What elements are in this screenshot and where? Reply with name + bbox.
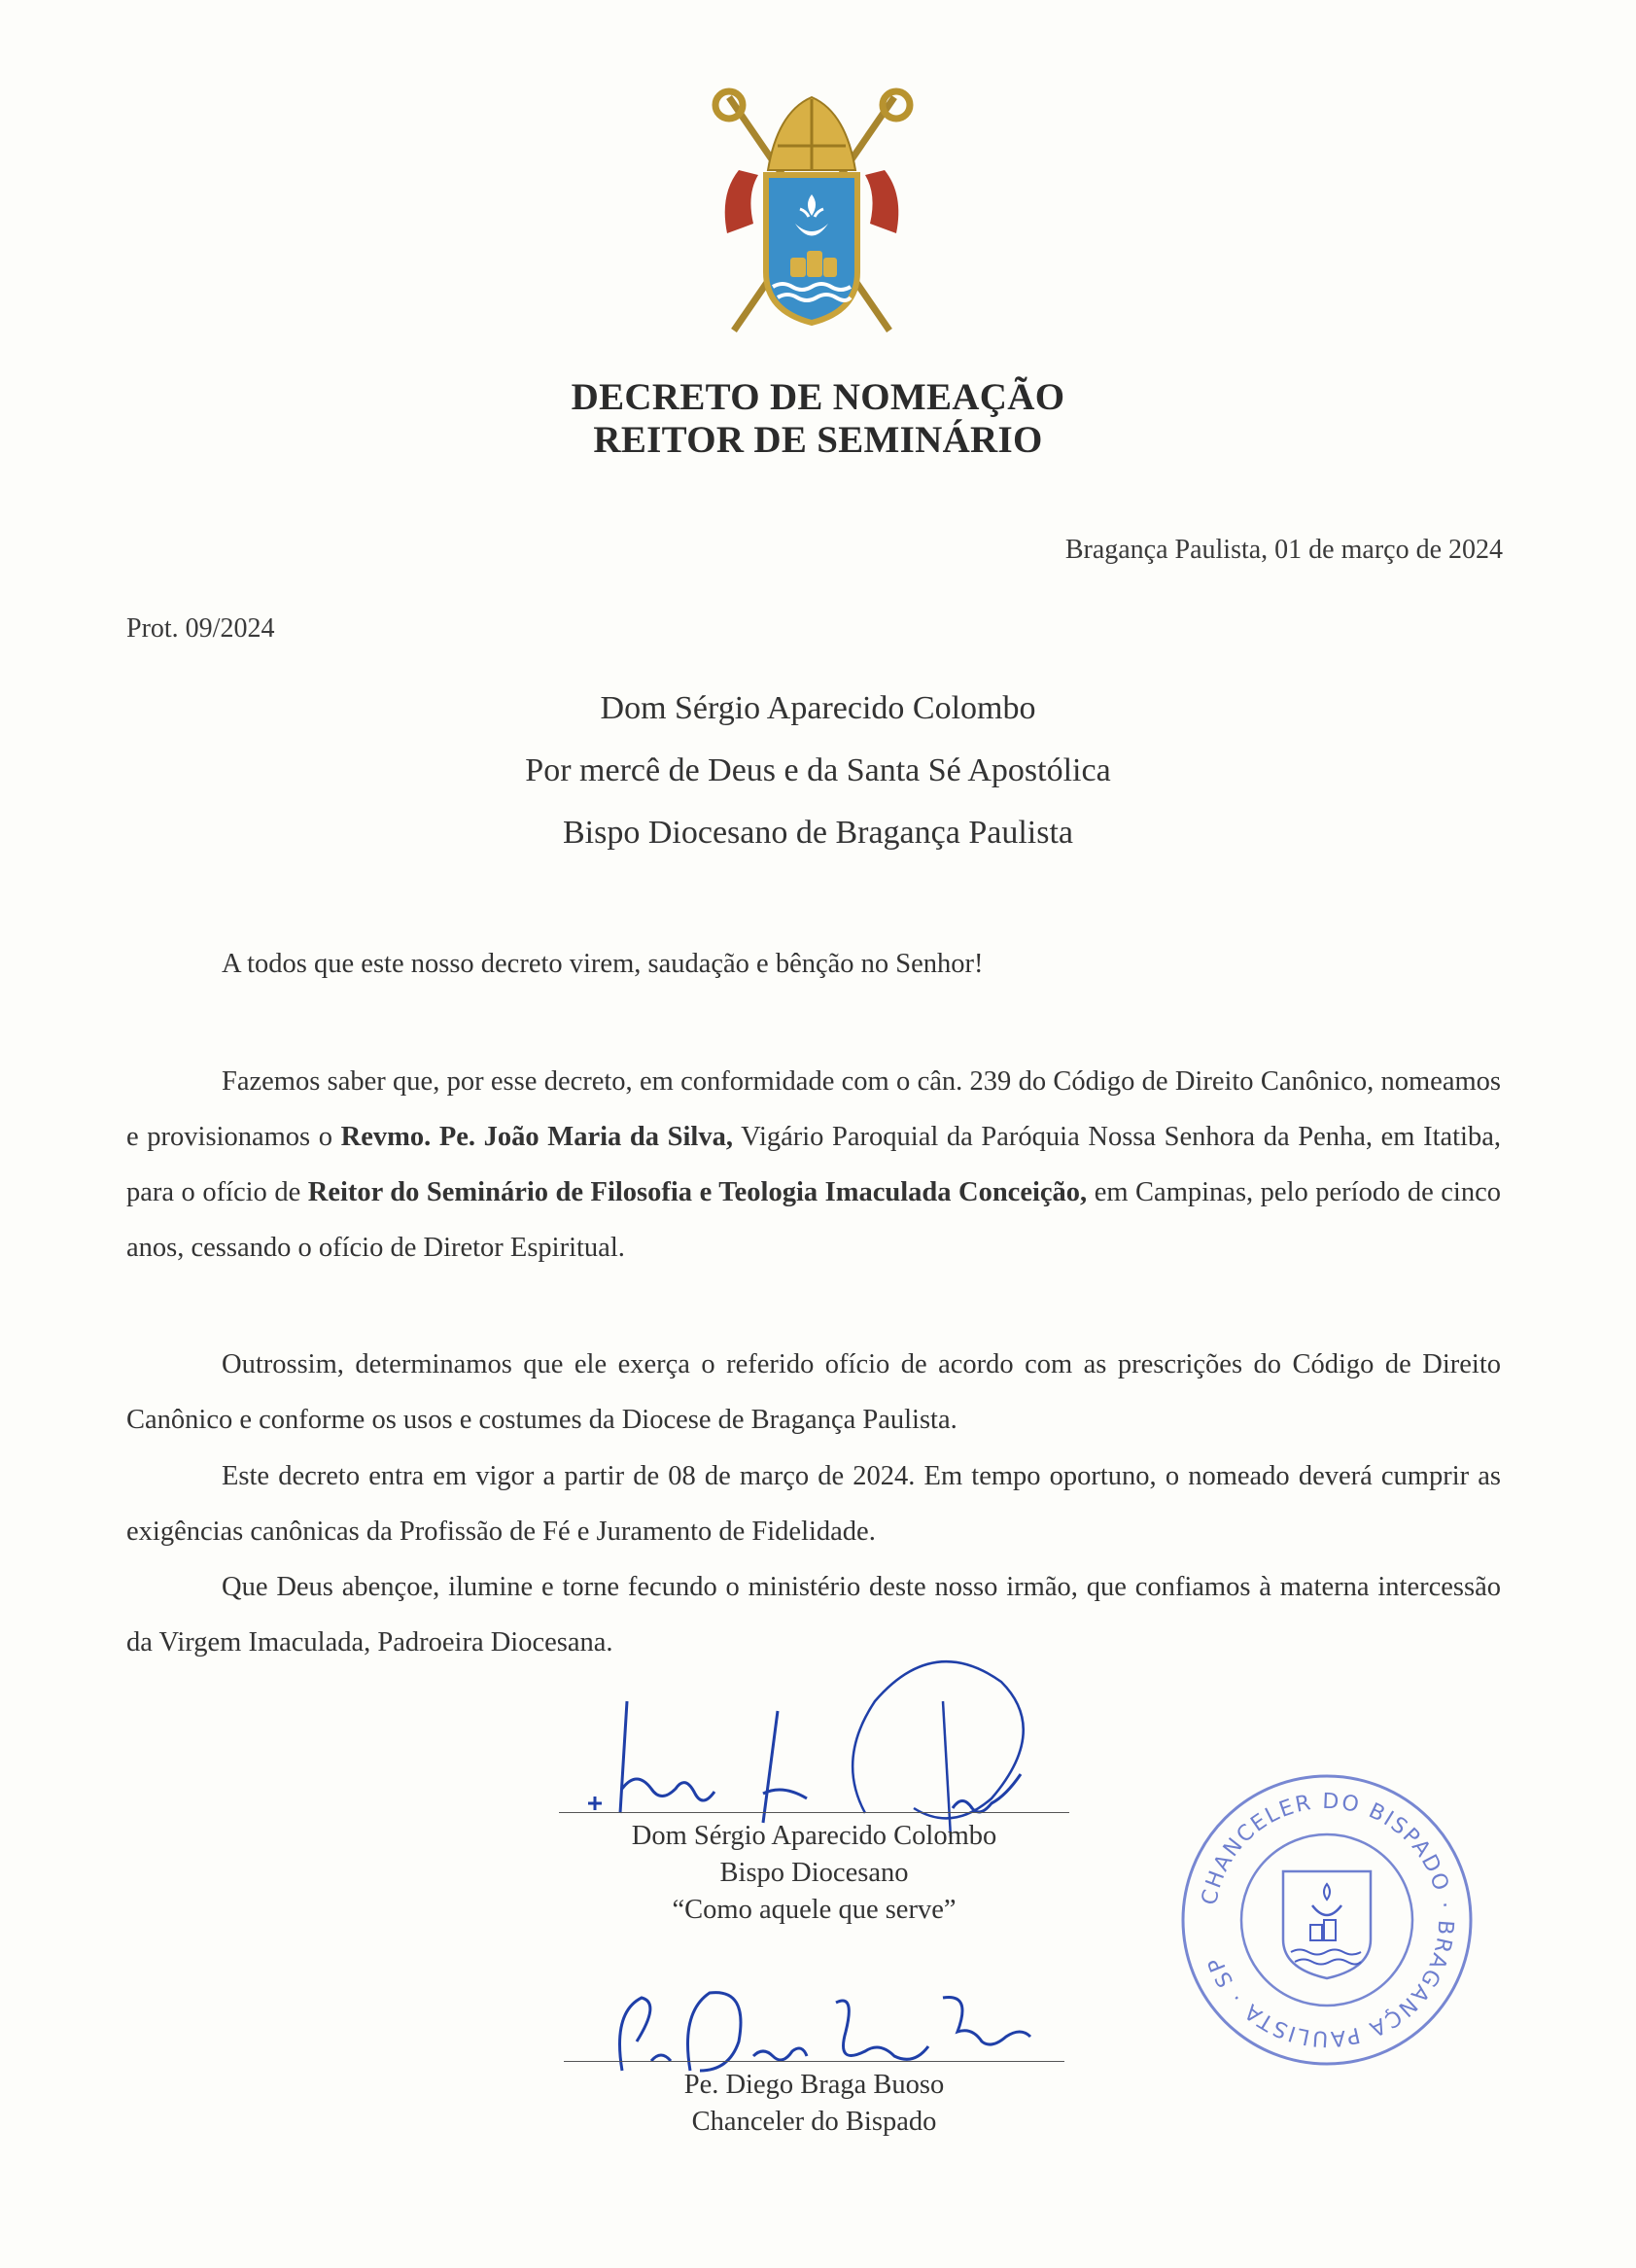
appointee-name: Revmo. Pe. João Maria da Silva, [340, 1122, 733, 1152]
bishop-signature-icon [544, 1643, 1089, 1837]
chancellor-signature-block [564, 2067, 1064, 2141]
issuer-name: Dom Sérgio Aparecido Colombo [600, 690, 1036, 726]
p1-text-a: Fazemos saber que, por esse decreto, em conformidade com o cân. 239 do Código de Direito Canônico, nomeamos e provisionamos o [126, 1066, 1501, 1152]
bishop-signature-block [559, 1818, 1069, 1929]
decree-title-line2: REITOR DE SEMINÁRIO [593, 419, 1043, 461]
appointed-office: Reitor do Seminário de Filosofia e Teologia Imaculada Conceição, [307, 1177, 1088, 1207]
decree-title-line1: DECRETO DE NOMEAÇÃO [571, 376, 1065, 418]
greeting: A todos que este nosso decreto virem, saudação e bênção no Senhor! [222, 949, 984, 979]
chancellor-name: Pe. Diego Braga Buoso [683, 2070, 945, 2100]
issuer-grace: Por mercê de Deus e da Santa Sé Apostólica [525, 752, 1111, 788]
paragraph-appointment [126, 1054, 1501, 1275]
bishop-title: Bispo Diocesano [719, 1858, 909, 1888]
chancellor-title: Chanceler do Bispado [691, 2107, 937, 2137]
place-date: Bragança Paulista, 01 de março de 2024 [1064, 535, 1503, 565]
p1-text-b: Vigário Paroquial da Paróquia Nossa Senhora da Penha, em Itatiba, para o ofício de [126, 1122, 1501, 1207]
chancellery-seal-icon [1176, 1769, 1478, 2071]
issuer-office: Bispo Diocesano de Bragança Paulista [563, 815, 1073, 851]
paragraph-determination: Outrossim, determinamos que ele exerça o referido ofício de acordo com as prescrições do Código de Direito Canônico e conforme os usos e costumes da Diocese de Bragança Paulista. [126, 1349, 1501, 1435]
bishop-signature-line [559, 1812, 1069, 1813]
chancellor-signature-line [564, 2061, 1064, 2062]
p1-text-c: em Campinas, pelo período de cinco anos, cessando o ofício de Diretor Espiritual. [126, 1177, 1501, 1263]
protocol-number: Prot. 09/2024 [126, 613, 275, 644]
paragraph-blessing: Que Deus abençoe, ilumine e torne fecundo o ministério deste nosso irmão, que confiamos à materna intercessão da Virgem Imaculada, Padroeira Diocesana. [126, 1572, 1501, 1657]
seal-text: CHANCELER DO BISPADO · BRAGANÇA PAULISTA · SP [1197, 1789, 1458, 2051]
bishop-name: Dom Sérgio Aparecido Colombo [631, 1821, 997, 1851]
bishop-motto: “Como aquele que serve” [672, 1895, 957, 1925]
paragraph-effective-date: Este decreto entra em vigor a partir de 08 de março de 2024. Em tempo oportuno, o nomeado deverá cumprir as exigências canônicas da Profissão de Fé e Juramento de Fidelidade. [126, 1461, 1501, 1547]
diocese-coat-of-arms-icon [700, 78, 923, 340]
